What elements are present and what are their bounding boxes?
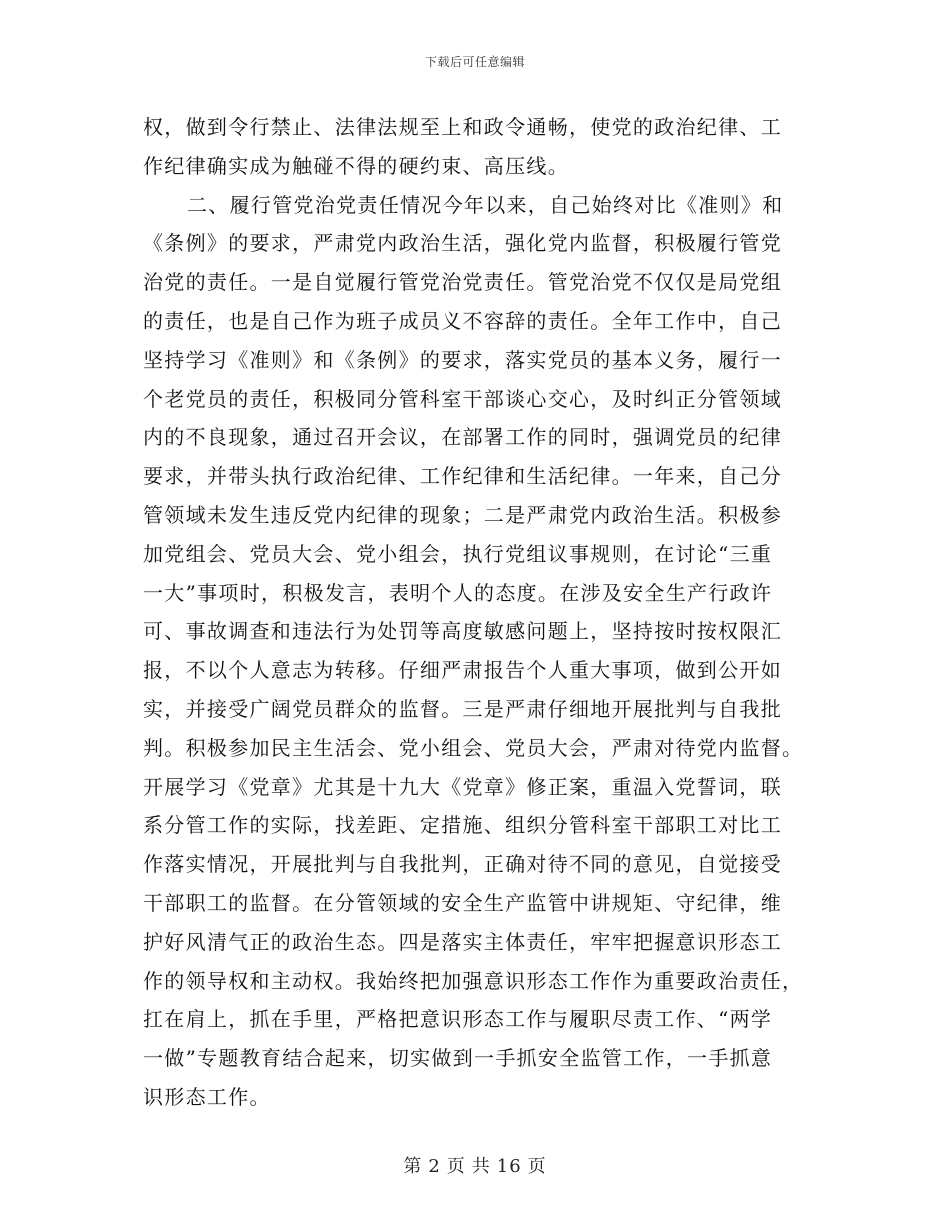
- body-line: 二、履行管党治党责任情况今年以来，自己始终对比《准则》和: [187, 192, 784, 217]
- body-line: 《条例》的要求，严肃党内政治生活，强化党内监督，积极履行管党: [143, 231, 782, 256]
- footer-word-ye: 页: [446, 1156, 466, 1177]
- body-line: 判。积极参加民主生活会、党小组会、党员大会，严肃对待党内监督。: [143, 735, 804, 760]
- footer-word-ye-2: 页: [527, 1156, 547, 1177]
- document-body: [143, 108, 808, 1117]
- body-line: 治党的责任。一是自觉履行管党治党责任。管党治党不仅仅是局党组: [143, 270, 782, 295]
- body-line: 的责任，也是自己作为班子成员义不容辞的责任。全年工作中，自己: [143, 308, 782, 333]
- body-line: 识形态工作。: [143, 1084, 271, 1109]
- body-line: 内的不良现象，通过召开会议，在部署工作的同时，强调党员的纪律: [143, 425, 782, 450]
- body-line: 权，做到令行禁止、法律法规至上和政令通畅，使党的政治纪律、工: [143, 115, 782, 139]
- body-line: 实，并接受广阔党员群众的监督。三是严肃仔细地开展批判与自我批: [143, 696, 782, 721]
- body-line: 加党组会、党员大会、党小组会，执行党组议事规则，在讨论“三重: [143, 541, 773, 566]
- body-line: 管领域未发生违反党内纪律的现象；二是严肃党内政治生活。积极参: [143, 502, 782, 527]
- body-line: 报，不以个人意志为转移。仔细严肃报告个人重大事项，做到公开如: [143, 658, 782, 683]
- total-page-count: 16: [496, 1156, 522, 1177]
- body-line: 作纪律确实成为触碰不得的硬约束、高压线。: [143, 153, 569, 178]
- footer-word-di: 第: [403, 1156, 423, 1177]
- body-line: 扛在肩上，抓在手里，严格把意识形态工作与履职尽责工作、“两学: [143, 1007, 773, 1032]
- body-line: 要求，并带头执行政治纪律、工作纪律和生活纪律。一年来，自己分: [143, 464, 782, 489]
- body-line: 护好风清气正的政治生态。四是落实主体责任，牢牢把握意识形态工: [143, 929, 782, 954]
- body-line: 坚持学习《准则》和《条例》的要求，落实党员的基本义务，履行一: [143, 347, 782, 372]
- body-line: 作落实情况，开展批判与自我批判，正确对待不同的意见，自觉接受: [143, 852, 782, 877]
- body-line: 干部职工的监督。在分管领域的安全生产监管中讲规矩、守纪律，维: [143, 890, 782, 915]
- body-line: 系分管工作的实际，找差距、定措施、组织分管科室干部职工对比工: [143, 813, 782, 838]
- body-line: 一大”事项时，积极发言，表明个人的态度。在涉及安全生产行政许: [143, 580, 773, 605]
- current-page-number: 2: [428, 1156, 441, 1177]
- body-line: 可、事故调查和违法行为处罚等高度敏感问题上，坚持按时按权限汇: [143, 619, 782, 644]
- body-line: 作的领导权和主动权。我始终把加强意识形态工作作为重要政治责任，: [143, 968, 804, 993]
- footer-word-gong: 共: [471, 1156, 491, 1177]
- page-footer: [0, 1152, 950, 1178]
- body-line: 个老党员的责任，积极同分管科室干部谈心交心，及时纠正分管领域: [143, 386, 782, 411]
- body-line: 一做”专题教育结合起来，切实做到一手抓安全监管工作，一手抓意: [143, 1046, 773, 1071]
- body-line: 开展学习《党章》尤其是十九大《党章》修正案，重温入党誓词，联: [143, 774, 782, 799]
- header-note: 下载后可任意编辑: [424, 55, 525, 69]
